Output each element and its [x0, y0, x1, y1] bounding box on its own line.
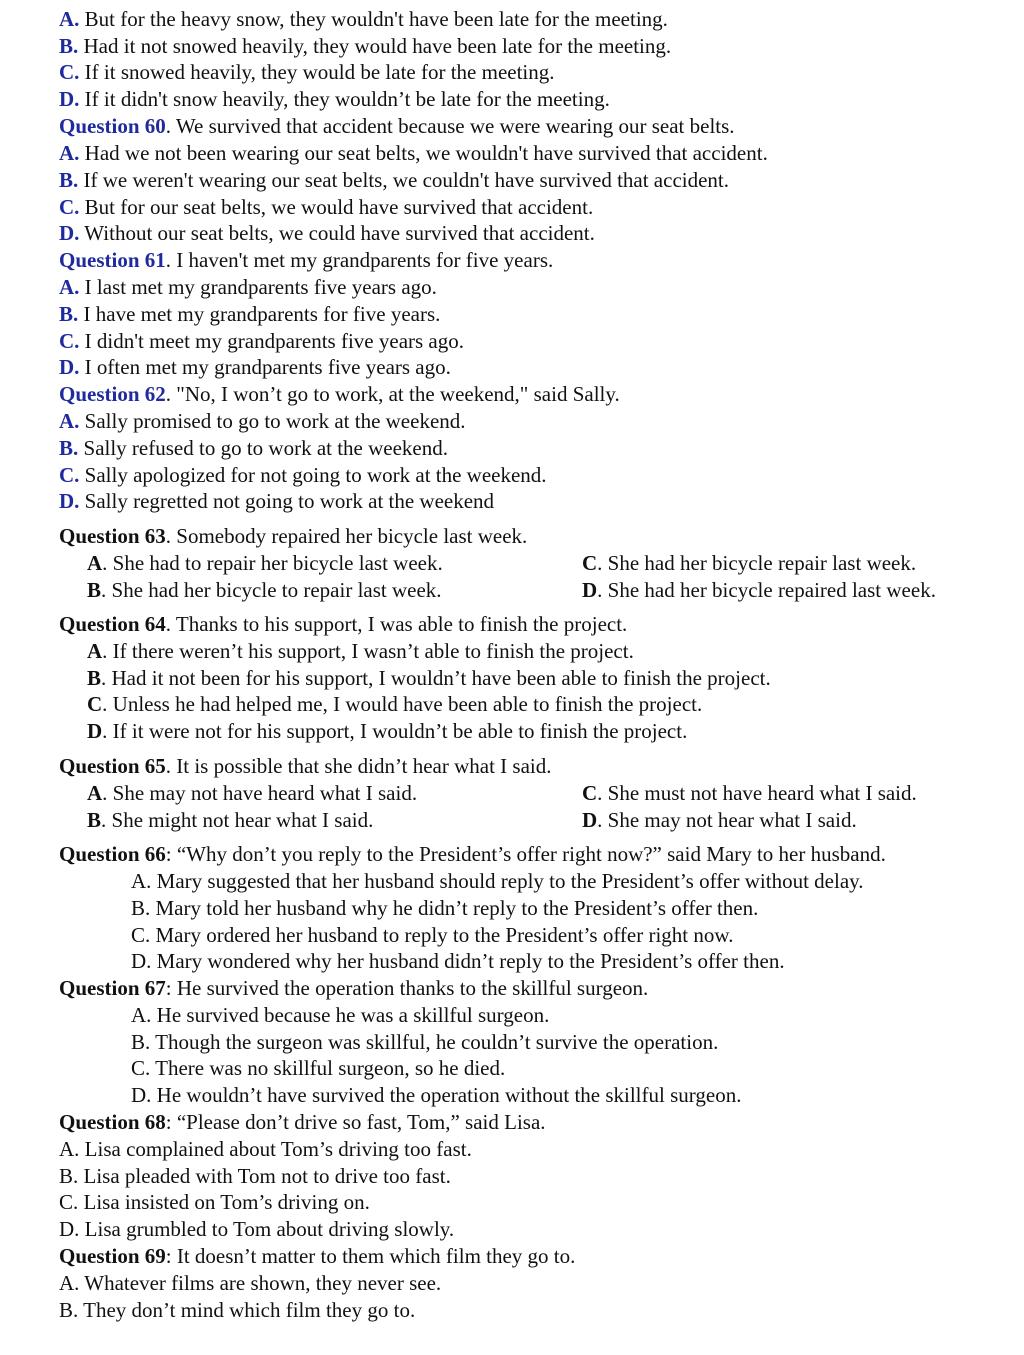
option-text: Without our seat belts, we could have survived that accident.	[79, 221, 595, 245]
option-line	[131, 1055, 505, 1081]
option-text: A. Mary suggested that her husband should reply to the President’s offer without delay.	[131, 869, 864, 893]
question-text: : It doesn’t matter to them which film they go to.	[165, 1244, 576, 1268]
option-line	[131, 1029, 718, 1055]
option-line	[59, 86, 610, 112]
option-text: Had we not been wearing our seat belts, we wouldn't have survived that accident.	[79, 141, 768, 165]
question-line	[59, 247, 553, 273]
option-text: B. Mary told her husband why he didn’t reply to the President’s offer then.	[131, 896, 759, 920]
question-text: . "No, I won’t go to work, at the weekend," said Sally.	[165, 382, 620, 406]
option-line	[582, 780, 917, 806]
option-text: B. Though the surgeon was skillful, he couldn’t survive the operation.	[131, 1030, 719, 1054]
option-text: A. Whatever films are shown, they never see.	[59, 1271, 442, 1295]
option-letter: D.	[59, 87, 80, 111]
option-line	[59, 1163, 451, 1189]
option-letter: C.	[59, 195, 80, 219]
option-line	[131, 895, 758, 921]
option-text: I have met my grandparents for five years.	[78, 302, 441, 326]
question-number: Question 64	[59, 612, 166, 636]
question-number: Question 65	[59, 754, 166, 778]
option-letter: D.	[59, 489, 80, 513]
option-letter: C.	[59, 329, 80, 353]
option-line	[59, 33, 671, 59]
option-line	[59, 59, 555, 85]
option-text: I didn't meet my grandparents five years ago.	[79, 329, 464, 353]
option-text: Sally refused to go to work at the weekend.	[78, 436, 449, 460]
option-line	[582, 577, 936, 603]
option-line	[131, 948, 785, 974]
option-line	[582, 807, 857, 833]
question-line	[59, 753, 551, 779]
option-letter: D.	[59, 355, 80, 379]
option-line	[87, 638, 634, 664]
question-line	[59, 381, 620, 407]
option-text: Sally apologized for not going to work at the weekend.	[79, 463, 547, 487]
option-line	[59, 301, 440, 327]
question-text: . We survived that accident because we were wearing our seat belts.	[165, 114, 735, 138]
option-text: But for the heavy snow, they wouldn't have been late for the meeting.	[79, 7, 668, 31]
option-letter: A.	[59, 409, 80, 433]
option-line	[87, 550, 443, 576]
question-number: Question 62	[59, 382, 166, 406]
option-text: . If it were not for his support, I wouldn’t be able to finish the project.	[102, 719, 688, 743]
option-letter: C	[582, 551, 598, 575]
option-text: C. Mary ordered her husband to reply to the President’s offer right now.	[131, 923, 734, 947]
option-text: C. There was no skillful surgeon, so he died.	[131, 1056, 506, 1080]
option-text: . She may not hear what I said.	[597, 808, 857, 832]
option-letter: D.	[59, 221, 80, 245]
option-line	[87, 807, 373, 833]
option-text: . If there weren’t his support, I wasn’t able to finish the project.	[102, 639, 634, 663]
question-text: : “Please don’t drive so fast, Tom,” said Lisa.	[165, 1110, 546, 1134]
question-line	[59, 611, 627, 637]
question-line	[59, 523, 527, 549]
option-line	[59, 328, 464, 354]
option-text: If it snowed heavily, they would be late for the meeting.	[79, 60, 555, 84]
option-line	[87, 691, 702, 717]
option-text: C. Lisa insisted on Tom’s driving on.	[59, 1190, 370, 1214]
option-line	[59, 1297, 415, 1323]
option-text: . She might not hear what I said.	[101, 808, 374, 832]
option-text: Had it not snowed heavily, they would have been late for the meeting.	[78, 34, 672, 58]
option-text: If it didn't snow heavily, they wouldn’t be late for the meeting.	[79, 87, 610, 111]
option-letter: C	[87, 692, 103, 716]
option-line	[59, 1189, 370, 1215]
option-letter: B	[87, 666, 102, 690]
option-line	[131, 1002, 549, 1028]
option-text: . Unless he had helped me, I would have been able to finish the project.	[102, 692, 703, 716]
option-line	[59, 488, 494, 514]
option-text: . She may not have heard what I said.	[102, 781, 418, 805]
option-text: B. They don’t mind which film they go to.	[59, 1298, 416, 1322]
option-line	[59, 6, 668, 32]
option-line	[59, 1136, 472, 1162]
option-line	[131, 1082, 741, 1108]
option-line	[582, 550, 916, 576]
option-text: B. Lisa pleaded with Tom not to drive too fast.	[59, 1164, 451, 1188]
option-letter: C	[582, 781, 598, 805]
question-line	[59, 975, 648, 1001]
option-line	[59, 140, 768, 166]
option-text: D. Mary wondered why her husband didn’t reply to the President’s offer then.	[131, 949, 785, 973]
option-letter: D	[582, 578, 598, 602]
option-line	[87, 718, 687, 744]
option-line	[131, 868, 864, 894]
option-line	[59, 167, 729, 193]
option-letter: A	[87, 551, 103, 575]
option-letter: C.	[59, 463, 80, 487]
option-text: D. Lisa grumbled to Tom about driving slowly.	[59, 1217, 455, 1241]
option-letter: A.	[59, 141, 80, 165]
question-number: Question 67	[59, 976, 166, 1000]
option-line	[87, 665, 771, 691]
question-line	[59, 841, 886, 867]
question-line	[59, 1109, 546, 1135]
question-line	[59, 1243, 575, 1269]
question-number: Question 68	[59, 1110, 166, 1134]
question-number: Question 63	[59, 524, 166, 548]
option-letter: B	[87, 578, 102, 602]
option-text: A. Lisa complained about Tom’s driving too fast.	[59, 1137, 472, 1161]
question-number: Question 66	[59, 842, 166, 866]
option-text: A. He survived because he was a skillful surgeon.	[131, 1003, 550, 1027]
question-text: . Somebody repaired her bicycle last week.	[165, 524, 528, 548]
option-text: I last met my grandparents five years ago.	[79, 275, 437, 299]
option-letter: B.	[59, 168, 79, 192]
option-letter: A.	[59, 275, 80, 299]
option-line	[131, 922, 733, 948]
option-letter: A	[87, 639, 103, 663]
option-text: But for our seat belts, we would have survived that accident.	[79, 195, 594, 219]
option-letter: B.	[59, 436, 79, 460]
question-number: Question 69	[59, 1244, 166, 1268]
option-letter: D	[582, 808, 598, 832]
option-text: Sally regretted not going to work at the weekend	[79, 489, 495, 513]
option-text: . She had to repair her bicycle last week.	[102, 551, 443, 575]
option-line	[59, 220, 595, 246]
question-text: . It is possible that she didn’t hear what I said.	[165, 754, 552, 778]
option-line	[59, 274, 437, 300]
option-letter: B.	[59, 302, 79, 326]
question-text: . Thanks to his support, I was able to finish the project.	[165, 612, 628, 636]
option-text: . She had her bicycle repaired last week.	[597, 578, 936, 602]
option-line	[87, 780, 417, 806]
option-line	[59, 1270, 441, 1296]
option-letter: B	[87, 808, 102, 832]
option-text: . She had her bicycle to repair last week.	[101, 578, 442, 602]
option-line	[59, 408, 466, 434]
option-line	[87, 577, 442, 603]
option-text: . She must not have heard what I said.	[597, 781, 917, 805]
option-text: . She had her bicycle repair last week.	[597, 551, 917, 575]
question-number: Question 60	[59, 114, 166, 138]
option-letter: A	[87, 781, 103, 805]
option-letter: C.	[59, 60, 80, 84]
question-line	[59, 113, 735, 139]
option-text: Sally promised to go to work at the weekend.	[79, 409, 466, 433]
option-line	[59, 1216, 454, 1242]
option-line	[59, 354, 451, 380]
option-text: . Had it not been for his support, I wouldn’t have been able to finish the project.	[101, 666, 771, 690]
option-text: D. He wouldn’t have survived the operation without the skillful surgeon.	[131, 1083, 742, 1107]
option-text: I often met my grandparents five years ago.	[79, 355, 451, 379]
question-number: Question 61	[59, 248, 166, 272]
option-letter: D	[87, 719, 103, 743]
option-text: If we weren't wearing our seat belts, we couldn't have survived that accident.	[78, 168, 730, 192]
option-letter: B.	[59, 34, 79, 58]
option-letter: A.	[59, 7, 80, 31]
question-text: : “Why don’t you reply to the President’s offer right now?” said Mary to her husband.	[165, 842, 886, 866]
question-text: . I haven't met my grandparents for five years.	[165, 248, 554, 272]
option-line	[59, 462, 547, 488]
option-line	[59, 435, 448, 461]
option-line	[59, 194, 593, 220]
question-text: : He survived the operation thanks to the skillful surgeon.	[165, 976, 649, 1000]
